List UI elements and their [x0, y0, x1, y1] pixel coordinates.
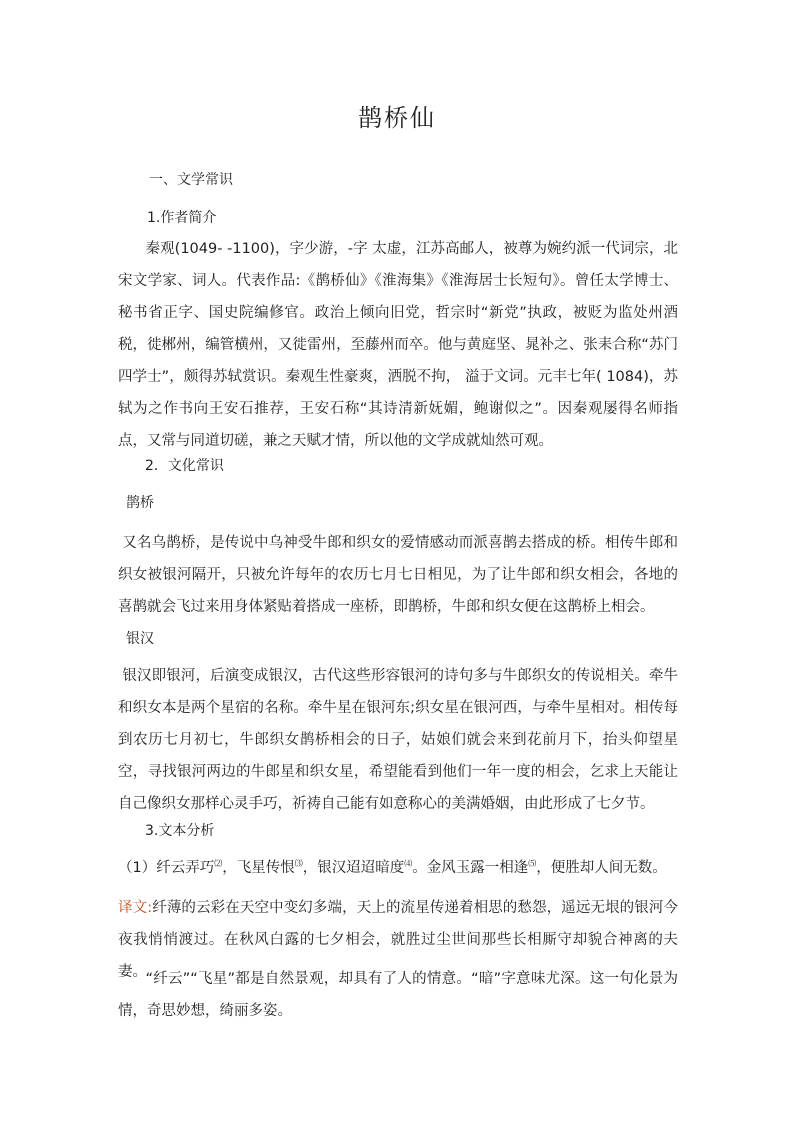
- term-heading-queqiao: 鹊桥: [126, 495, 154, 511]
- poem-line-1-part-5: ，便胜却人间无数。: [536, 860, 667, 876]
- term-heading-yinhan: 银汉: [126, 631, 154, 647]
- translation-label: 译文:: [118, 900, 153, 916]
- yinhan-paragraph: 银汉即银河，后演变成银汉，古代这些形容银河的诗句多与牛郎织女的传说相关。牵牛和织女本是两个星宿的名称。牵牛星在银河东;织女星在银河西，与牵牛星相对。相传每到农历七月初七，牛郎织女鹊桥相会的日子，姑娘们就会来到花前月下，抬头仰望星空，寻找银河两边的牛郎星和织女星，希望能看到他们一年一度的相会，乞求上天能让自己像织女那样心灵手巧，祈祷自己能有如意称心的美满婚姻，由此形成了七夕节。: [118, 668, 678, 812]
- analysis-comment-paragraph: “纤云”“飞星”都是自然景观，却具有了人的情意。“暗”字意味尤深。这一句化景为情，奇思妙想，绮丽多姿。: [118, 971, 678, 1019]
- poem-line-1-part-1: （1）纤云弄巧: [118, 860, 215, 876]
- footnote-marker-2: ⑵: [214, 859, 223, 868]
- queqiao-paragraph: 又名乌鹊桥，是传说中乌神受牛郎和织女的爱情感动而派喜鹊去搭成的桥。相传牛郎和织女被银河隔开，只被允许每年的农历七月七日相见，为了让牛郎和织女相会，各地的喜鹊就会飞过来用身体紧贴着搭成一座桥，即鹊桥，牛郎和织女便在这鹊桥上相会。: [118, 535, 678, 615]
- footnote-marker-5: ⑸: [528, 859, 537, 868]
- section-heading-literary-knowledge: 一、文学常识: [149, 172, 233, 188]
- poem-line-1: [118, 852, 678, 884]
- page-title: 鹊桥仙: [358, 104, 436, 132]
- subheading-text-analysis: 3.文本分析: [145, 823, 215, 839]
- subheading-author-intro: 1.作者简介: [147, 210, 217, 226]
- poem-line-1-part-4: 。金风玉露一相逢: [412, 860, 529, 876]
- author-intro-paragraph: 秦观(1049- -1100)，字少游，-字 太虚，江苏高邮人，被尊为婉约派一代词宗，北宋文学家、词人。代表作品:《鹊桥仙》《淮海集》《淮海居士长短句》。曾任太学博士、秘书省正字、国史院编修官。政治上倾向旧党，哲宗时“新党”执政，被贬为监处州酒税，徙郴州，编管横州，又徙雷州，至藤州而卒。他与黄庭坚、晁补之、张耒合称“苏门四学士”，颇得苏轼赏识。秦观生性豪爽，洒脱不拘， 溢于文词。元丰七年( 1084)，苏轼为之作书向王安石推荐，王安石称“其诗清新妩媚，鲍谢似之”。因秦观屡得名师指点，又常与同道切磋，兼之天赋才情，所以他的文学成就灿然可观。: [118, 241, 678, 449]
- subheading-culture-knowledge: 2．文化常识: [145, 458, 224, 474]
- translation-text: 纤薄的云彩在天空中变幻多端，天上的流星传递着相思的愁怨，遥远无垠的银河今夜我悄悄渡过。在秋风白露的七夕相会，就胜过尘世间那些长相厮守却貌合神离的夫妻。: [118, 900, 678, 980]
- poem-line-1-part-3: ，银汉迢迢暗度: [302, 860, 405, 876]
- poem-line-1-part-2: ，飞星传恨: [222, 860, 295, 876]
- footnote-marker-3: ⑶: [294, 859, 303, 868]
- footnote-marker-4: ⑷: [404, 859, 413, 868]
